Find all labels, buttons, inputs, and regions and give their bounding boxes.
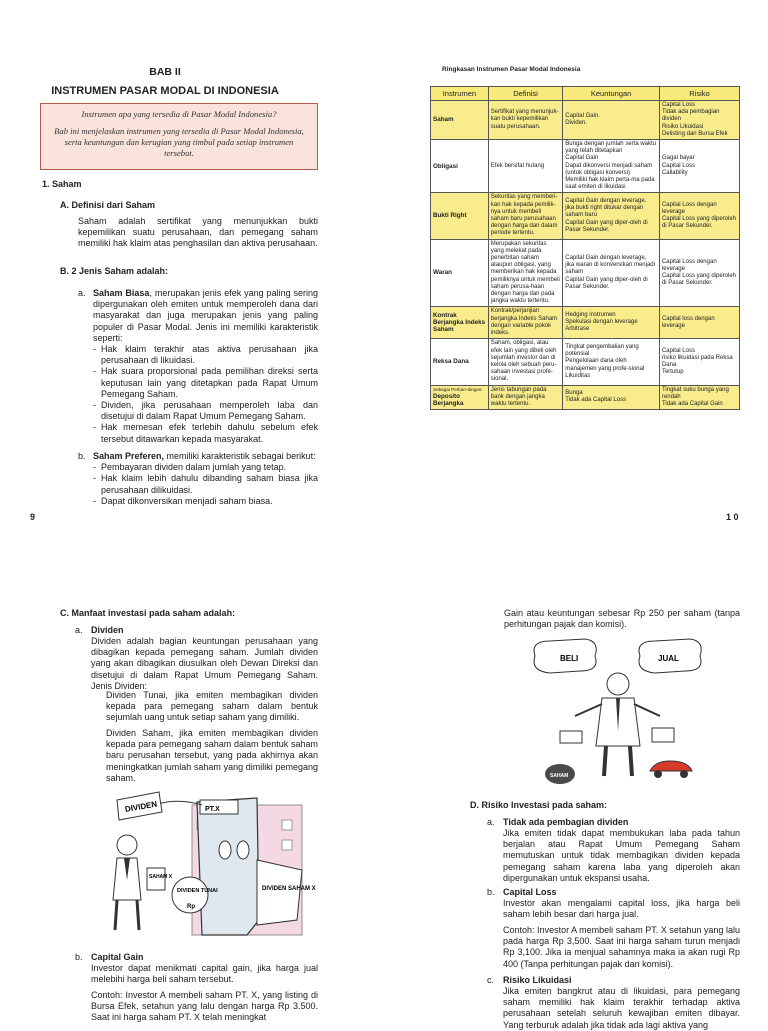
saham-preferen-text: memiliki karakteristik sebagai berikut: [164,451,316,461]
table-cell-text: Capital Loss dengan leverage Capital Loss yang diperoleh di Pasar Sekunder. [661,201,737,230]
table-cell-text: Sertifikat yang menunjuk-kan bukti kepemilikan suatu perusahaan. [490,109,559,130]
intro-question: Instrumen apa yang tersedia di Pasar Modal Indonesia? [81,109,277,119]
table-row [431,307,740,339]
table-cell-text: Efek bersifat hutang [490,162,545,169]
illustration-label: JUAL [658,654,679,663]
table-cell [659,193,739,239]
table-cell-text: Capital loss dengan leverage [661,315,715,329]
table-row [431,239,740,307]
list-item: - Hak klaim lebih dahulu dibanding saham biasa jika perusahaan dilikuidasi. [93,473,318,495]
illustration-label: BELI [560,654,579,663]
illustration-label: DIVIDEN [124,799,158,815]
intro-box [40,103,318,170]
table-cell-text: Deposito Berjangka [433,392,464,408]
table-cell [659,140,739,193]
table-cell-text: Capital Loss Tidak ada pembagian dividen Risiko Likuidasi Delisting dari Bursa Efek [661,102,728,137]
section-a-text: Saham adalah sertifikat yang menunjukkan bukti kepemilikan suatu perusahaan, dan pemegang saham memiliki hak klaim atas penghasilan dan aktiva perusahaan. [78,216,318,249]
table-cell [659,101,739,140]
table-cell-text: Hedging instrumen Spekulasi dengan leverage Arbitrase [565,312,638,333]
capital-loss-heading: Capital Loss [503,887,557,897]
column-header: Risiko [659,87,739,101]
capital-gain-example: Contoh: Investor A membeli saham PT. X, yang listing di Bursa Efek, setahun yang lalu dengan harga Rp 3.500. Saat ini harga saham PT. X telah meningkat [91,990,318,1023]
table-cell [563,101,660,140]
column-header: Instrumen [431,87,489,101]
table-cell [488,239,562,307]
chapter-title: INSTRUMEN PASAR MODAL DI INDONESIA [51,85,279,97]
table-cell [431,385,489,410]
table-row [431,101,740,140]
dividen-saham-text: Dividen Saham, jika emiten membagikan dividen kepada para pemegang saham dalam bentuk saham baru perusahan tersebut, yang pada akhirnya akan meningkatkan jumlah saham yang dimiliki pemegang saham. [106,728,318,783]
section-1-heading: 1. Saham [42,179,82,189]
illustration-label: Rp [187,904,195,910]
table-cell-note: Sebagai Perban-dingan: [433,387,483,393]
table-cell-text: Capital Loss dengan leverage Capital Loss yang diperoleh di Pasar Sekunder. [661,258,737,287]
table-cell [431,239,489,307]
saham-biasa-text: , merupakan jenis efek yang paling sering dipergunakan oleh emiten untuk memperoleh dana dari masyarakat dan juga merupakan jenis yang paling populer di Pasar Modal. Jenis ini memiliki karakteristik seperti: [93,288,319,343]
table-cell [563,385,660,410]
column-header: Keuntungan [563,87,660,101]
table-cell [563,239,660,307]
no-dividend-text: Jika emiten tidak dapat membukukan laba pada tahun berjalan atau Rapat Umum Pemegang Saham memutuskan untuk tidak membagikan dividen kepada pemegang saham karena laba yang diperoleh akan dipergunakan untuk ekspansi usaha. [503,828,740,883]
illustration-label: SAHAM X [149,874,173,880]
summary-table [430,86,740,410]
list-item: - Dividen, jika perusahaan memperoleh laba dan disetujui di dalam Rapat Umum Pemegang Saham. [93,400,318,422]
table-cell-text: Kontrak/perjanjian berjangka Indeks Saham dengan variable pokok indeks. [490,308,558,337]
table-cell [659,307,739,339]
table-cell-text: Waran [433,269,453,277]
table-cell-text: Capital Gain. Dividen. [565,112,600,126]
table-cell [563,339,660,385]
table-cell-text: Saham [433,116,454,124]
table-cell [488,193,562,239]
table-cell-text: Capital Loss risiko likuidasi pada Reksa Dana Tertutup [661,347,733,376]
list-item: - Pembayaran dividen dalam jumlah yang tetap. [93,462,318,473]
item-a-label: a. [487,817,495,827]
page-number-right: 1 0 [726,512,739,522]
table-cell-text: Jenis tabungan pada bank dengan jangka waktu tertentu. [490,386,547,407]
table-cell [431,193,489,239]
liquidation-risk-text: Jika emiten bangkrut atau di likuidasi, para pemegang saham memiliki hak klaim terakhir terhadap aktiva perusahaan setelah seluruh kewajiban emiten dibayar. Yang terburuk adalah jika tidak ada lagi aktiva yang [503,986,740,1030]
saham-preferen-heading: Saham Preferen, [93,451,165,461]
table-cell [488,339,562,385]
table-cell [659,239,739,307]
table-cell-text: Bukti Right [433,212,467,220]
table-cell-text: Reksa Dana [433,358,469,366]
saham-biasa-list [93,344,318,445]
dividen-illustration [97,790,316,938]
capital-gain-text: Investor dapat menikmati capital gain, jika harga jual melebihi harga beli saham tersebut. [91,963,318,985]
section-a-heading: A. Definisi dari Saham [60,200,156,210]
list-item: - Hak klaim terakhir atas aktiva perusahaan jika perusahaan di likuidasi. [93,344,318,366]
item-a-label: a. [75,625,83,635]
table-cell [431,101,489,140]
capital-gain-heading: Capital Gain [91,952,144,962]
table-cell-text: Merupakan sekuritas yang melekat pada penerbitan saham ataupun obligasi, yang memberikan hak kepada pemiliknya untuk membeli saham perusa-haan dengan harga dan pada jangka waktu tertentu. [490,240,560,305]
capital-loss-text: Investor akan mengalami capital loss, jika harga beli saham lebih besar dari harga jual. [503,898,740,920]
investor-illustration [530,636,710,786]
illustration-label: DIVIDEN TUNAI [177,888,218,894]
table-cell-text: Gagal bayar Capital Loss Callability [661,155,695,176]
column-header: Definisi [488,87,562,101]
no-dividend-heading: Tidak ada pembagian dividen [503,817,629,827]
item-b-label: b. [487,887,495,897]
continued-text: Gain atau keuntungan sebesar Rp 250 per saham (tanpa perhitungan pajak dan komisi). [504,608,740,630]
table-cell-text: Obligasi [433,162,458,170]
table-cell [563,140,660,193]
illustration-label: PT.X [205,806,220,813]
illustration-label: SAHAM [550,773,569,779]
saham-biasa-heading: Saham Biasa [93,288,150,298]
section-d-heading: D. Risiko Investasi pada saham: [470,800,608,810]
table-cell-text: Sekuritas yang memberi-kan hak kepada pemilik-nya untuk membeli saham baru perusahaan dengan harga dan dalam periode tertentu. [490,194,558,237]
table-cell-text: Capital Gain dengan leverage. jika bukti right ditukar dengan saham baru Capital Gain yang diper-oleh di Pasar Sekunder. [565,198,648,233]
dividen-text: Dividen adalah bagian keuntungan perusahaan yang dibagikan kepada pemegang saham. Jumlah dividen yang akan dibagikan diusulkan oleh Dewan Direksi dan disetujui di dalam Rapat Umum Pemegang Saham. Jenis Dividen: [91,636,318,691]
table-cell-text: Tingkat pengembalian yang potensial Pengelolaan dana oleh manajemen yang profe-sional Likuiditas [565,343,645,379]
table-cell [488,385,562,410]
table-cell [431,339,489,385]
table-cell [488,140,562,193]
table-cell-text: Tingkat suku bunga yang rendah Tidak ada Capital Gain [661,386,729,407]
table-cell [431,307,489,339]
table-row [431,193,740,239]
liquidation-risk-heading: Risiko Likuidasi [503,975,572,985]
page-number-left: 9 [30,512,36,522]
chapter-label: BAB II [149,66,181,78]
table-cell [488,307,562,339]
table-cell [659,385,739,410]
saham-biasa-paragraph [93,288,318,445]
table-row [431,140,740,193]
table-body [431,101,740,410]
list-item: - Hak memesan efek terlebih dahulu sebelum efek tersebut ditawarkan kepada masyarakat. [93,422,318,444]
table-row [431,385,740,410]
table-cell [659,339,739,385]
item-a-label: a. [78,288,86,298]
saham-preferen-list [93,462,318,507]
dividen-tunai-text: Dividen Tunai, jika emiten membagikan dividen kepada para pemegang saham dalam bentuk sejumlah uang untuk setiap saham yang dimiliki. [106,690,318,723]
item-b-label: b. [75,952,83,962]
item-c-label: c. [487,975,495,985]
intro-paragraph: Bab ini menjelaskan instrumen yang tersedia di Pasar Modal Indonesia, serta keuntungan dan kerugian yang timbul pada setiap instrumen tersebut. [54,126,304,158]
item-b-label: b. [78,451,86,461]
table-cell-text: Saham, obligasi, atau efek lain yang dibeli oleh sejumlah investor dan di kelola oleh sebuah peru-sahaan investasi profe-sional. [490,340,557,383]
table-cell-text: Bunga Tidak ada Capital Loss [565,390,627,404]
saham-preferen-paragraph [93,451,318,507]
list-item: - Dapat dikonversikan menjadi saham biasa. [93,496,318,507]
list-item: - Hak suara proporsional pada pemilihan direksi serta keputusan lain yang ditetapkan pada Rapat Umum Pemegang Saham. [93,366,318,400]
table-cell-text: Kontrak Berjangka Indeks Saham [433,312,486,334]
table-cell-text: Capital Gain dengan leverage, jika waran di konversikan menjadi saham Capital Gain yang diper-oleh di Pasar Sekunder. [565,255,655,290]
table-cell [431,140,489,193]
table-row [431,339,740,385]
section-c-heading: C. Manfaat investasi pada saham adalah: [60,608,236,618]
table-cell [563,193,660,239]
table-cell [488,101,562,140]
table-cell-text: Bunga dengan jumlah serta waktu yang telah ditetapkan Capital Gain Dapat dikonversi menjadi saham (untuk obligasi konversi) Memiliki hak klaim perta-ma pada saat emiten di likuidasi [565,141,656,191]
dividen-heading: Dividen [91,625,124,635]
illustration-label: DIVIDEN SAHAM X [262,886,316,892]
section-b-heading: B. 2 Jenis Saham adalah: [60,266,169,276]
table-title: Ringkasan Instrumen Pasar Modal Indonesia [442,66,581,73]
capital-loss-example: Contoh: Investor A membeli saham PT. X setahun yang lalu pada harga Rp 3,500. Saat ini harga saham turun menjadi Rp 3,100. Jika ia menjual sahamnya maka ia akan rugi Rp 400 (Tanpa perhitungan pajak dan komisi). [503,925,740,969]
table-cell [563,307,660,339]
